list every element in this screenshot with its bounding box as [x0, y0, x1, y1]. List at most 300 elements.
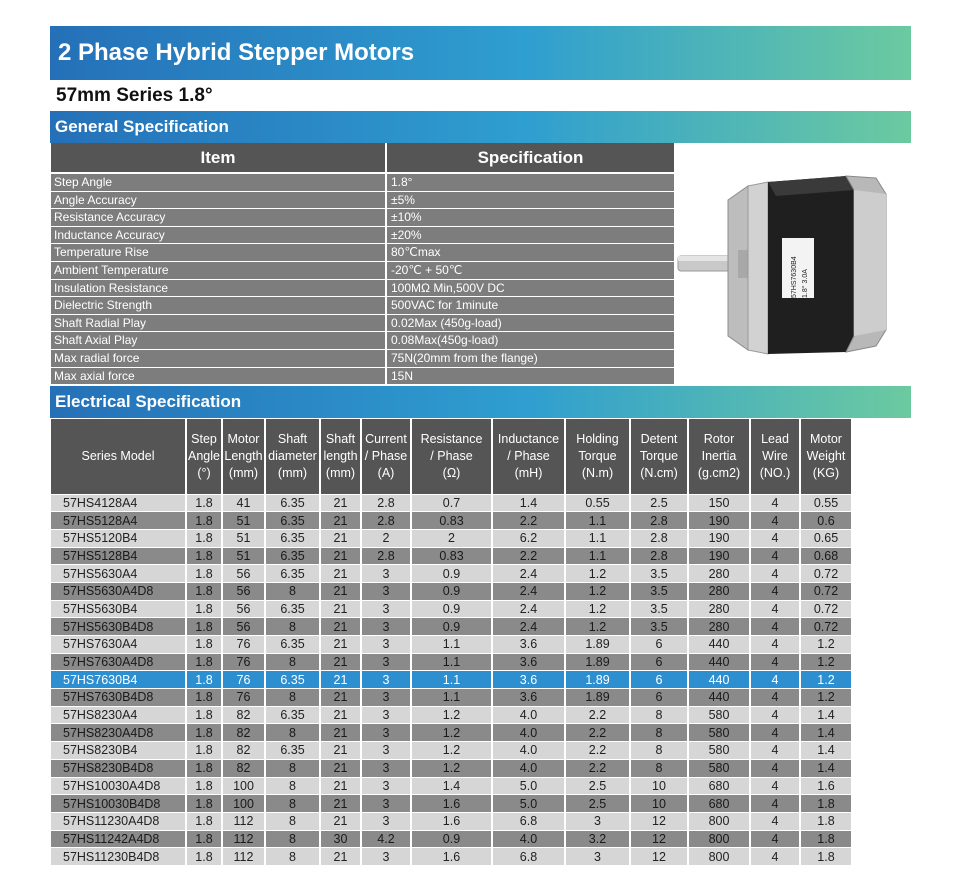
value-cell: 440 — [688, 636, 750, 654]
value-cell: 800 — [688, 812, 750, 830]
value-cell: 1.8 — [186, 759, 222, 777]
value-cell: 1.1 — [565, 547, 630, 565]
value-cell: 112 — [222, 812, 265, 830]
value-cell: 3 — [565, 812, 630, 830]
general-spec-value: 75N(20mm from the flange) — [385, 350, 674, 367]
value-cell: 1.2 — [565, 618, 630, 636]
value-cell: 1.4 — [800, 706, 851, 724]
value-cell: 100 — [222, 777, 265, 795]
value-cell: 3.5 — [630, 582, 688, 600]
value-cell: 150 — [688, 494, 750, 512]
value-cell: 1.8 — [186, 795, 222, 813]
value-cell: 4.0 — [492, 706, 565, 724]
value-cell: 21 — [320, 848, 361, 866]
value-cell: 2.8 — [630, 529, 688, 547]
general-spec-value: 500VAC for 1minute — [385, 297, 674, 314]
value-cell: 4 — [750, 547, 800, 565]
value-cell: 4 — [750, 512, 800, 530]
value-cell: 2.8 — [630, 512, 688, 530]
table-row — [51, 494, 851, 512]
value-cell: 1.4 — [492, 494, 565, 512]
general-spec-value: 100MΩ Min,500V DC — [385, 280, 674, 297]
value-cell: 0.6 — [800, 512, 851, 530]
value-cell: 10 — [630, 795, 688, 813]
electrical-specification-table — [51, 419, 851, 865]
value-cell: 4 — [750, 600, 800, 618]
value-cell: 112 — [222, 848, 265, 866]
value-cell: 280 — [688, 582, 750, 600]
value-cell: 280 — [688, 600, 750, 618]
value-cell: 56 — [222, 618, 265, 636]
motor-label-line2: 1.8° 3.0A — [802, 269, 809, 298]
value-cell: 8 — [630, 724, 688, 742]
value-cell: 1.4 — [800, 724, 851, 742]
model-cell: 57HS5630A4D8 — [51, 582, 186, 600]
value-cell: 4 — [750, 724, 800, 742]
value-cell: 4 — [750, 689, 800, 707]
value-cell: 1.2 — [411, 724, 492, 742]
value-cell: 6.2 — [492, 529, 565, 547]
table-row — [51, 830, 851, 848]
value-cell: 82 — [222, 706, 265, 724]
value-cell: 0.9 — [411, 600, 492, 618]
table-row — [51, 653, 851, 671]
value-cell: 440 — [688, 689, 750, 707]
table-row — [51, 689, 851, 707]
value-cell: 1.8 — [800, 830, 851, 848]
stepper-motor-image — [676, 160, 911, 365]
general-spec-item: Max axial force — [51, 368, 385, 385]
value-cell: 21 — [320, 724, 361, 742]
value-cell: 8 — [265, 777, 320, 795]
value-cell: 3.6 — [492, 671, 565, 689]
general-spec-row — [51, 262, 674, 280]
value-cell: 6.35 — [265, 706, 320, 724]
electrical-specification-heading: Electrical Specification — [50, 386, 911, 418]
value-cell: 1.8 — [186, 706, 222, 724]
general-spec-row — [51, 192, 674, 210]
value-cell: 76 — [222, 671, 265, 689]
value-cell: 3 — [361, 706, 411, 724]
value-cell: 21 — [320, 812, 361, 830]
value-cell: 1.2 — [411, 759, 492, 777]
value-cell: 1.2 — [800, 653, 851, 671]
value-cell: 2.8 — [361, 512, 411, 530]
value-cell: 3 — [361, 777, 411, 795]
model-cell: 57HS5128B4 — [51, 547, 186, 565]
value-cell: 8 — [265, 653, 320, 671]
general-spec-item: Inductance Accuracy — [51, 227, 385, 244]
value-cell: 8 — [265, 830, 320, 848]
value-cell: 3 — [361, 582, 411, 600]
value-cell: 2.5 — [565, 795, 630, 813]
value-cell: 3.6 — [492, 636, 565, 654]
value-cell: 2.8 — [630, 547, 688, 565]
value-cell: 6.35 — [265, 671, 320, 689]
value-cell: 4 — [750, 653, 800, 671]
general-spec-row — [51, 209, 674, 227]
value-cell: 10 — [630, 777, 688, 795]
value-cell: 4.0 — [492, 830, 565, 848]
value-cell: 2.2 — [565, 742, 630, 760]
general-spec-row — [51, 244, 674, 262]
value-cell: 1.1 — [411, 671, 492, 689]
model-cell: 57HS8230B4D8 — [51, 759, 186, 777]
value-cell: 1.8 — [800, 795, 851, 813]
value-cell: 1.2 — [565, 600, 630, 618]
value-cell: 8 — [265, 724, 320, 742]
value-cell: 3 — [361, 742, 411, 760]
value-cell: 580 — [688, 759, 750, 777]
value-cell: 5.0 — [492, 795, 565, 813]
value-cell: 4 — [750, 636, 800, 654]
value-cell: 51 — [222, 529, 265, 547]
value-cell: 6.35 — [265, 565, 320, 583]
model-cell: 57HS5630B4 — [51, 600, 186, 618]
general-specification-heading: General Specification — [50, 111, 911, 143]
value-cell: 112 — [222, 830, 265, 848]
model-cell: 57HS5630A4 — [51, 565, 186, 583]
general-spec-row — [51, 315, 674, 333]
value-cell: 8 — [630, 706, 688, 724]
value-cell: 2.2 — [565, 724, 630, 742]
value-cell: 1.8 — [186, 618, 222, 636]
model-cell: 57HS8230A4D8 — [51, 724, 186, 742]
electrical-table-header-row — [51, 419, 851, 494]
value-cell: 680 — [688, 795, 750, 813]
value-cell: 1.6 — [800, 777, 851, 795]
value-cell: 3 — [361, 565, 411, 583]
value-cell: 8 — [265, 795, 320, 813]
value-cell: 21 — [320, 706, 361, 724]
value-cell: 2.2 — [565, 706, 630, 724]
value-cell: 2.4 — [492, 582, 565, 600]
value-cell: 3 — [361, 689, 411, 707]
value-cell: 1.89 — [565, 671, 630, 689]
value-cell: 4.0 — [492, 724, 565, 742]
value-cell: 1.1 — [565, 529, 630, 547]
value-cell: 12 — [630, 812, 688, 830]
value-cell: 21 — [320, 512, 361, 530]
value-cell: 21 — [320, 565, 361, 583]
value-cell: 4 — [750, 529, 800, 547]
value-cell: 4 — [750, 618, 800, 636]
value-cell: 4 — [750, 759, 800, 777]
value-cell: 1.8 — [186, 512, 222, 530]
value-cell: 1.8 — [186, 494, 222, 512]
general-spec-value: ±20% — [385, 227, 674, 244]
value-cell: 4.2 — [361, 830, 411, 848]
value-cell: 3 — [361, 759, 411, 777]
value-cell: 21 — [320, 494, 361, 512]
value-cell: 3 — [361, 724, 411, 742]
value-cell: 1.4 — [800, 742, 851, 760]
value-cell: 3.6 — [492, 689, 565, 707]
value-cell: 1.8 — [186, 689, 222, 707]
value-cell: 21 — [320, 671, 361, 689]
value-cell: 4 — [750, 795, 800, 813]
general-spec-value: ±5% — [385, 192, 674, 209]
value-cell: 2.2 — [565, 759, 630, 777]
value-cell: 580 — [688, 706, 750, 724]
value-cell: 440 — [688, 671, 750, 689]
value-cell: 0.83 — [411, 512, 492, 530]
value-cell: 1.8 — [186, 565, 222, 583]
model-cell: 57HS4128A4 — [51, 494, 186, 512]
electrical-header-cell: Current / Phase (A) — [361, 419, 411, 494]
value-cell: 2.4 — [492, 565, 565, 583]
value-cell: 30 — [320, 830, 361, 848]
value-cell: 1.8 — [186, 724, 222, 742]
value-cell: 8 — [265, 812, 320, 830]
table-row-selected — [51, 671, 851, 689]
value-cell: 1.2 — [411, 742, 492, 760]
value-cell: 21 — [320, 582, 361, 600]
value-cell: 6 — [630, 653, 688, 671]
model-cell: 57HS7630A4D8 — [51, 653, 186, 671]
value-cell: 1.8 — [186, 547, 222, 565]
value-cell: 6.35 — [265, 512, 320, 530]
series-title: 57mm Series 1.8° — [56, 85, 213, 106]
general-spec-item: Step Angle — [51, 174, 385, 191]
general-spec-value: 0.02Max (450g-load) — [385, 315, 674, 332]
general-spec-value: 15N — [385, 368, 674, 385]
value-cell: 1.6 — [411, 812, 492, 830]
value-cell: 4 — [750, 777, 800, 795]
table-row — [51, 848, 851, 866]
value-cell: 1.4 — [800, 759, 851, 777]
table-row — [51, 547, 851, 565]
table-row — [51, 724, 851, 742]
value-cell: 56 — [222, 600, 265, 618]
general-spec-row — [51, 280, 674, 298]
general-spec-item: Insulation Resistance — [51, 280, 385, 297]
value-cell: 5.0 — [492, 777, 565, 795]
value-cell: 1.2 — [565, 582, 630, 600]
value-cell: 3.5 — [630, 600, 688, 618]
general-spec-item: Angle Accuracy — [51, 192, 385, 209]
value-cell: 1.6 — [411, 795, 492, 813]
value-cell: 2 — [361, 529, 411, 547]
value-cell: 1.8 — [186, 777, 222, 795]
value-cell: 3 — [361, 795, 411, 813]
value-cell: 4 — [750, 582, 800, 600]
value-cell: 6 — [630, 671, 688, 689]
value-cell: 1.8 — [186, 529, 222, 547]
value-cell: 2.8 — [361, 547, 411, 565]
value-cell: 0.55 — [565, 494, 630, 512]
value-cell: 82 — [222, 759, 265, 777]
value-cell: 82 — [222, 742, 265, 760]
value-cell: 1.89 — [565, 689, 630, 707]
general-spec-row — [51, 227, 674, 245]
value-cell: 3.2 — [565, 830, 630, 848]
value-cell: 12 — [630, 830, 688, 848]
value-cell: 6.35 — [265, 636, 320, 654]
value-cell: 3 — [361, 600, 411, 618]
value-cell: 3 — [361, 848, 411, 866]
table-row — [51, 706, 851, 724]
value-cell: 1.2 — [565, 565, 630, 583]
value-cell: 21 — [320, 795, 361, 813]
value-cell: 1.8 — [186, 636, 222, 654]
general-spec-item: Shaft Radial Play — [51, 315, 385, 332]
general-spec-row — [51, 350, 674, 368]
value-cell: 3 — [361, 671, 411, 689]
value-cell: 4 — [750, 565, 800, 583]
value-cell: 1.8 — [186, 671, 222, 689]
value-cell: 3 — [361, 812, 411, 830]
value-cell: 190 — [688, 547, 750, 565]
value-cell: 21 — [320, 653, 361, 671]
table-row — [51, 812, 851, 830]
value-cell: 4 — [750, 494, 800, 512]
value-cell: 1.1 — [411, 636, 492, 654]
electrical-header-cell: Shaft diameter (mm) — [265, 419, 320, 494]
model-cell: 57HS11242A4D8 — [51, 830, 186, 848]
value-cell: 21 — [320, 529, 361, 547]
electrical-header-cell: Series Model — [51, 419, 186, 494]
value-cell: 6.35 — [265, 529, 320, 547]
value-cell: 1.89 — [565, 636, 630, 654]
general-specification-table — [51, 174, 674, 385]
value-cell: 0.72 — [800, 618, 851, 636]
value-cell: 0.9 — [411, 565, 492, 583]
value-cell: 6.8 — [492, 812, 565, 830]
table-row — [51, 565, 851, 583]
general-spec-row — [51, 174, 674, 192]
value-cell: 1.1 — [411, 689, 492, 707]
value-cell: 8 — [265, 618, 320, 636]
value-cell: 21 — [320, 759, 361, 777]
value-cell: 56 — [222, 582, 265, 600]
general-spec-row — [51, 332, 674, 350]
electrical-header-cell: Detent Torque (N.cm) — [630, 419, 688, 494]
value-cell: 3.5 — [630, 565, 688, 583]
model-cell: 57HS10030B4D8 — [51, 795, 186, 813]
value-cell: 21 — [320, 777, 361, 795]
value-cell: 12 — [630, 848, 688, 866]
model-cell: 57HS8230B4 — [51, 742, 186, 760]
value-cell: 0.83 — [411, 547, 492, 565]
value-cell: 6.35 — [265, 600, 320, 618]
value-cell: 2.4 — [492, 600, 565, 618]
value-cell: 3.5 — [630, 618, 688, 636]
general-spec-item: Resistance Accuracy — [51, 209, 385, 226]
electrical-header-cell: Rotor Inertia (g.cm2) — [688, 419, 750, 494]
value-cell: 0.9 — [411, 830, 492, 848]
value-cell: 580 — [688, 742, 750, 760]
general-spec-item: Max radial force — [51, 350, 385, 367]
value-cell: 3 — [361, 636, 411, 654]
table-row — [51, 742, 851, 760]
value-cell: 1.4 — [411, 777, 492, 795]
general-spec-item: Ambient Temperature — [51, 262, 385, 279]
model-cell: 57HS11230B4D8 — [51, 848, 186, 866]
value-cell: 1.8 — [186, 848, 222, 866]
value-cell: 1.8 — [186, 812, 222, 830]
value-cell: 0.72 — [800, 600, 851, 618]
model-cell: 57HS8230A4 — [51, 706, 186, 724]
value-cell: 0.65 — [800, 529, 851, 547]
value-cell: 76 — [222, 689, 265, 707]
value-cell: 2.5 — [565, 777, 630, 795]
table-row — [51, 512, 851, 530]
value-cell: 1.8 — [186, 653, 222, 671]
value-cell: 21 — [320, 636, 361, 654]
value-cell: 21 — [320, 689, 361, 707]
table-row — [51, 600, 851, 618]
value-cell: 51 — [222, 547, 265, 565]
value-cell: 4 — [750, 706, 800, 724]
value-cell: 280 — [688, 565, 750, 583]
value-cell: 56 — [222, 565, 265, 583]
value-cell: 6.35 — [265, 494, 320, 512]
value-cell: 41 — [222, 494, 265, 512]
value-cell: 100 — [222, 795, 265, 813]
value-cell: 8 — [630, 759, 688, 777]
value-cell: 0.7 — [411, 494, 492, 512]
value-cell: 1.8 — [186, 600, 222, 618]
value-cell: 800 — [688, 848, 750, 866]
value-cell: 6 — [630, 636, 688, 654]
value-cell: 1.1 — [411, 653, 492, 671]
general-spec-value: ±10% — [385, 209, 674, 226]
value-cell: 0.9 — [411, 618, 492, 636]
electrical-header-cell: Inductance / Phase (mH) — [492, 419, 565, 494]
value-cell: 6.35 — [265, 742, 320, 760]
value-cell: 8 — [265, 759, 320, 777]
value-cell: 1.2 — [800, 689, 851, 707]
value-cell: 2.2 — [492, 547, 565, 565]
electrical-header-cell: Lead Wire (NO.) — [750, 419, 800, 494]
value-cell: 190 — [688, 529, 750, 547]
page-banner-title: 2 Phase Hybrid Stepper Motors — [50, 26, 911, 80]
value-cell: 2.4 — [492, 618, 565, 636]
general-spec-item: Temperature Rise — [51, 244, 385, 261]
value-cell: 2.8 — [361, 494, 411, 512]
value-cell: 4 — [750, 848, 800, 866]
model-cell: 57HS5630B4D8 — [51, 618, 186, 636]
electrical-header-cell: Shaft length (mm) — [320, 419, 361, 494]
value-cell: 1.2 — [411, 706, 492, 724]
value-cell: 6.8 — [492, 848, 565, 866]
general-spec-value: 0.08Max(450g-load) — [385, 332, 674, 349]
value-cell: 580 — [688, 724, 750, 742]
value-cell: 51 — [222, 512, 265, 530]
table-row — [51, 582, 851, 600]
value-cell: 1.8 — [186, 582, 222, 600]
general-spec-item: Shaft Axial Play — [51, 332, 385, 349]
table-row — [51, 618, 851, 636]
electrical-header-cell: Holding Torque (N.m) — [565, 419, 630, 494]
value-cell: 0.72 — [800, 582, 851, 600]
value-cell: 8 — [265, 848, 320, 866]
value-cell: 3.6 — [492, 653, 565, 671]
value-cell: 4 — [750, 671, 800, 689]
value-cell: 21 — [320, 742, 361, 760]
value-cell: 190 — [688, 512, 750, 530]
model-cell: 57HS5128A4 — [51, 512, 186, 530]
general-table-header-item: Item — [51, 143, 385, 172]
value-cell: 280 — [688, 618, 750, 636]
value-cell: 1.8 — [186, 742, 222, 760]
value-cell: 1.1 — [565, 512, 630, 530]
general-spec-row — [51, 368, 674, 386]
value-cell: 0.68 — [800, 547, 851, 565]
value-cell: 2 — [411, 529, 492, 547]
model-cell: 57HS10030A4D8 — [51, 777, 186, 795]
